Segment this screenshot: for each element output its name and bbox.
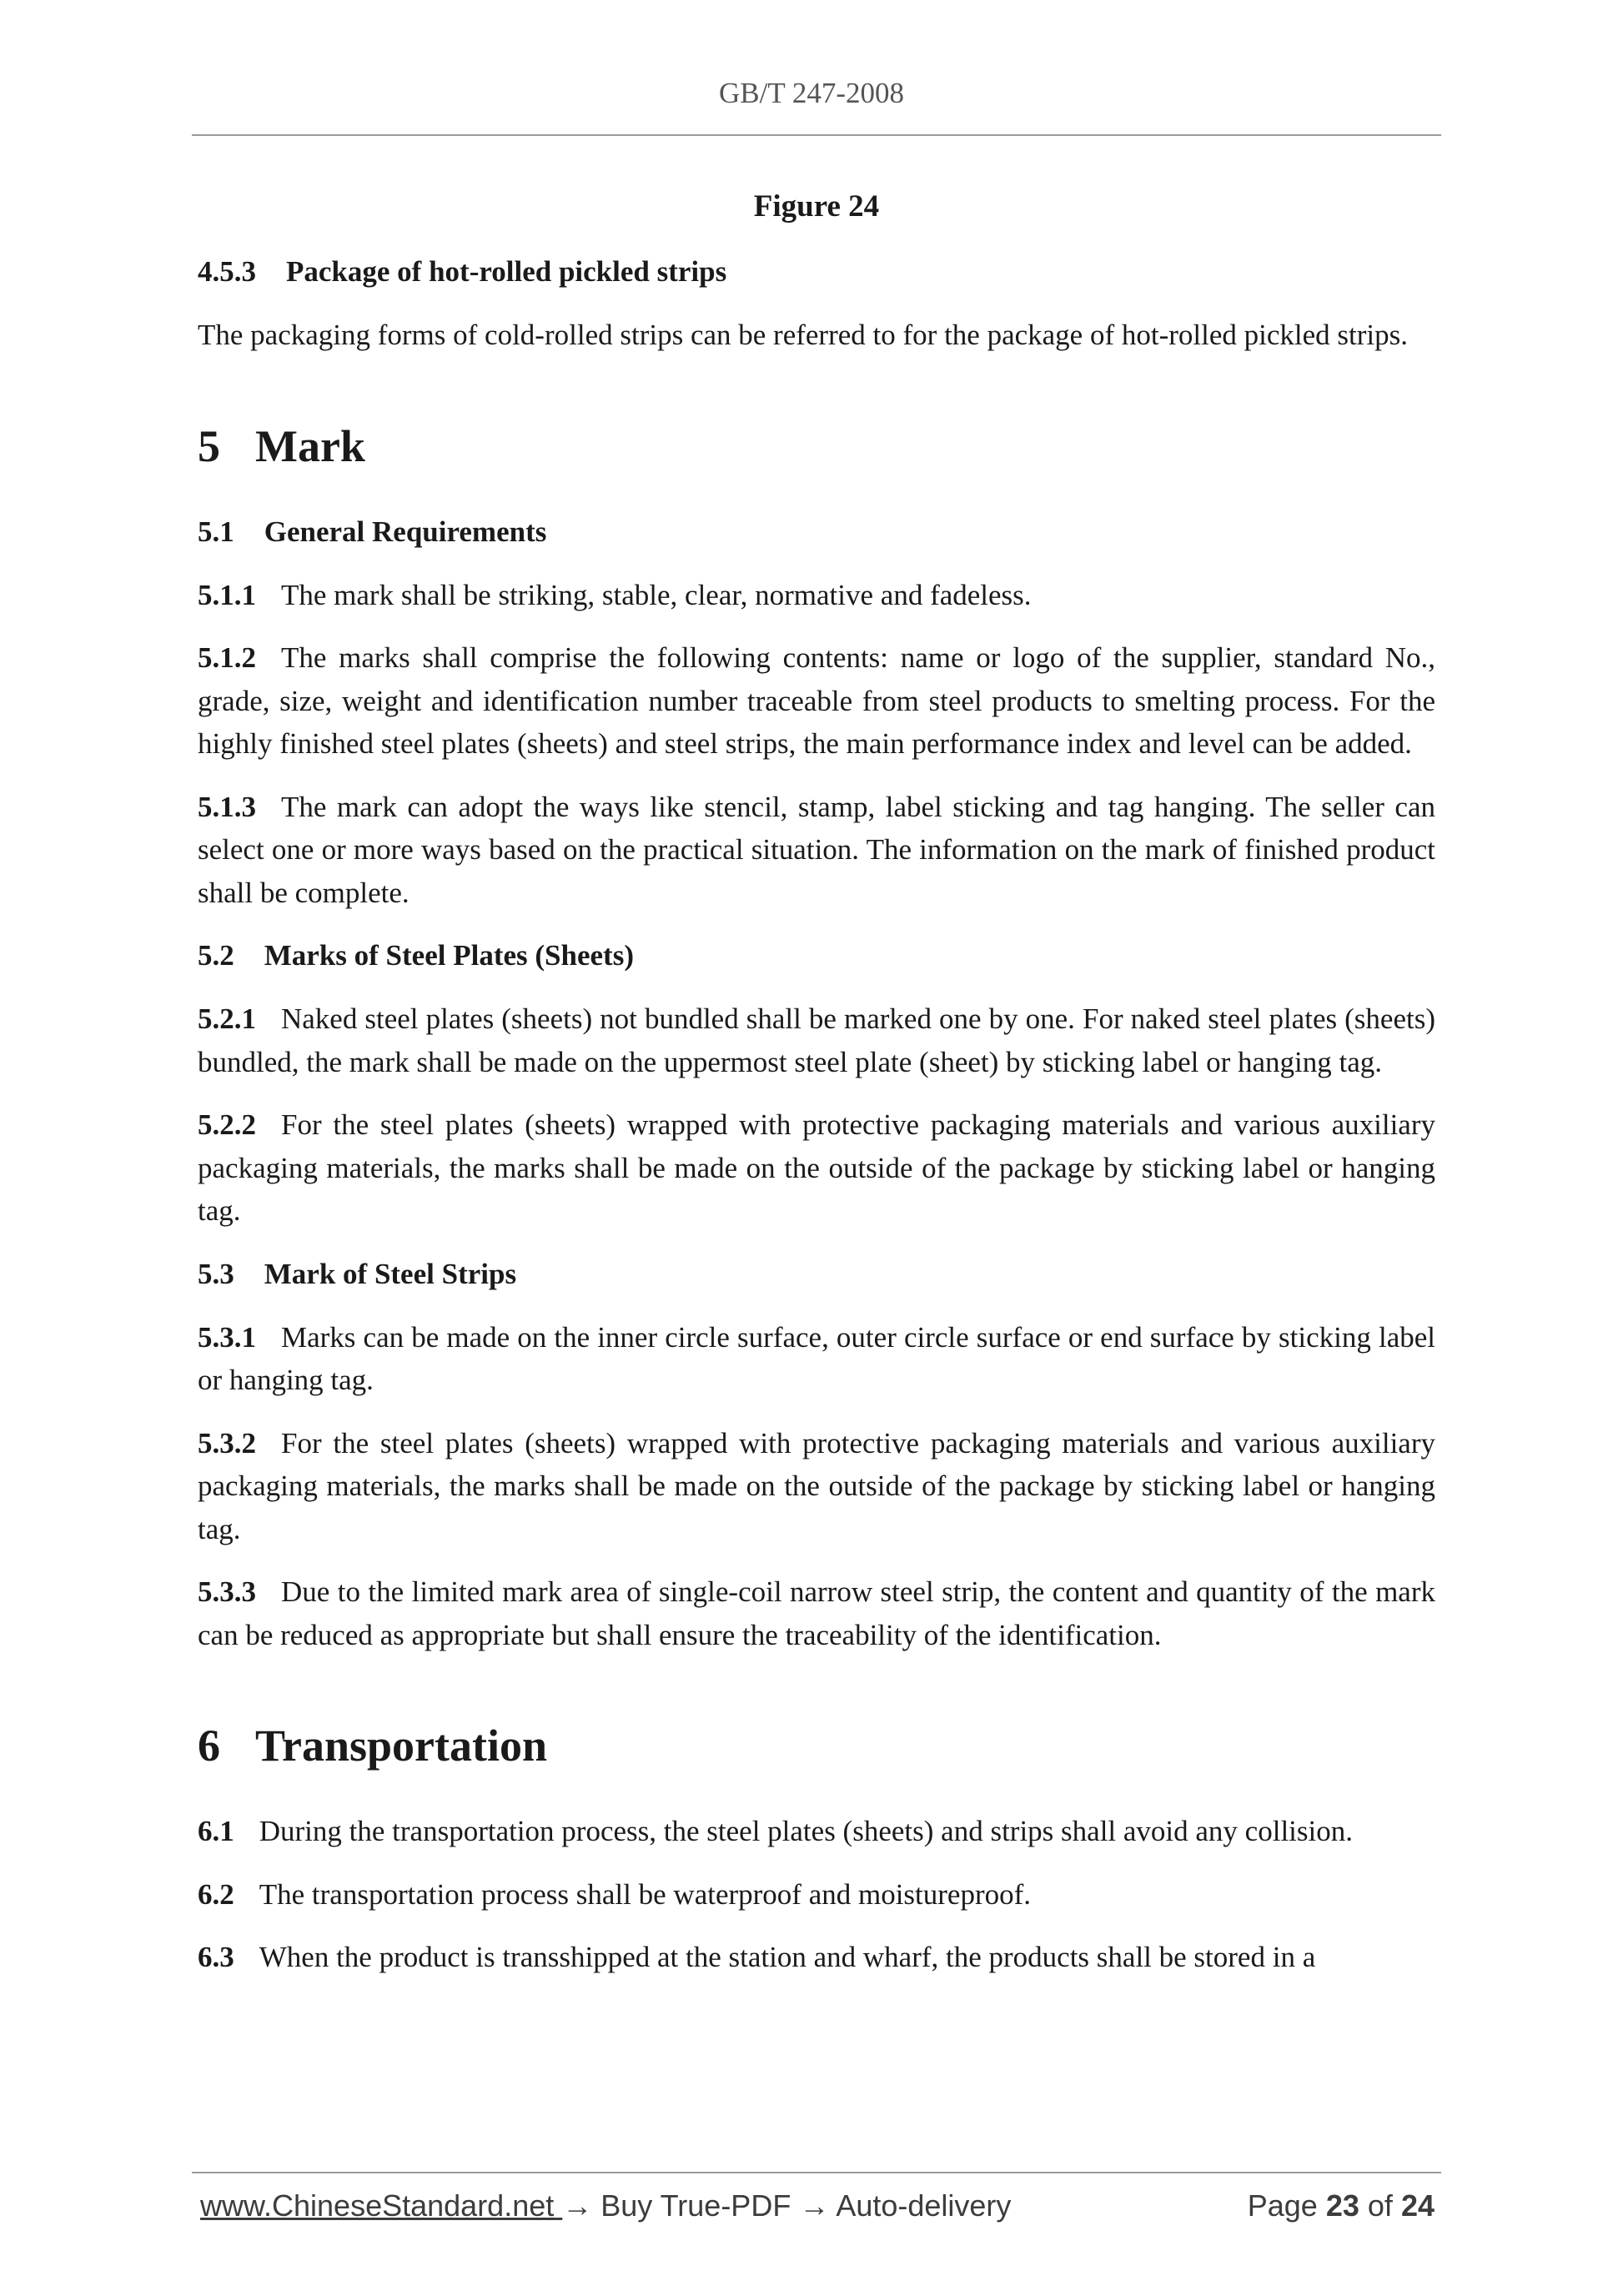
paragraph [198, 786, 1435, 915]
subsection-heading [198, 1253, 1435, 1296]
clause-number: 5.3.2 [198, 1426, 256, 1459]
page-number: 23 [1325, 2188, 1359, 2223]
chapter-number: 5 [198, 420, 220, 471]
clause-number: 5.1.2 [198, 641, 256, 674]
paragraph-text: The transportation process shall be waterproof and moistureproof. [259, 1877, 1032, 1911]
paragraph [198, 636, 1435, 766]
paragraph [198, 314, 1435, 357]
paragraph-text: For the steel plates (sheets) wrapped with protective packaging materials and various auxiliary packaging materials, the marks shall be made on the outside of the package by sticking label or hanging tag. [198, 1426, 1435, 1545]
paragraph [198, 1873, 1435, 1917]
footer-divider [192, 2172, 1441, 2173]
chapter-number: 6 [198, 1721, 220, 1771]
paragraph-text: When the product is transshipped at the station and wharf, the products shall be stored in a [259, 1941, 1316, 1973]
clause-number: 5.1.3 [198, 790, 256, 823]
page-body [198, 185, 1435, 1999]
paragraph-text: The mark can adopt the ways like stencil, stamp, label sticking and tag hanging. The seller can select one or more ways based on the practical situation. The information on the mark of finished product shall be complete. [198, 790, 1435, 909]
page-word: Page [1247, 2188, 1318, 2223]
paragraph-text: The packaging forms of cold-rolled strips can be referred to for the package of hot-rolled pickled strips. [198, 319, 1408, 351]
page-footer [200, 2188, 1435, 2238]
paragraph-text: Marks can be made on the inner circle surface, outer circle surface or end surface by sticking label or hanging tag. [198, 1320, 1435, 1396]
page-header-code: GB/T 247-2008 [719, 77, 904, 109]
clause-number: 5.1.1 [198, 578, 256, 611]
paragraph [198, 997, 1435, 1083]
section-title: General Requirements [264, 515, 547, 548]
paragraph [198, 1936, 1435, 1979]
section-title: Package of hot-rolled pickled strips [286, 255, 727, 288]
chapter-title: Transportation [255, 1721, 548, 1771]
auto-delivery-text: Auto-delivery [829, 2188, 1012, 2223]
header-divider [192, 134, 1441, 136]
paragraph-text: During the transportation process, the steel plates (sheets) and strips shall avoid any collision. [259, 1815, 1353, 1847]
clause-number: 6.3 [198, 1941, 234, 1973]
section-number: 5.2 [198, 939, 234, 972]
clause-number: 6.1 [198, 1815, 234, 1847]
section-title: Marks of Steel Plates (Sheets) [264, 939, 634, 972]
subsection-heading [198, 250, 1435, 294]
section-title: Mark of Steel Strips [264, 1257, 517, 1290]
chapter-heading [198, 1716, 1435, 1775]
buy-pdf-text: Buy True-PDF [592, 2188, 800, 2223]
section-number: 5.1 [198, 515, 234, 548]
footer-links [200, 2188, 1011, 2223]
clause-number: 5.2.2 [198, 1108, 256, 1141]
figure-caption: Figure 24 [753, 189, 880, 224]
section-number: 4.5.3 [198, 255, 256, 288]
paragraph-text: Due to the limited mark area of single-coil narrow steel strip, the content and quantity of the mark can be reduced as appropriate but shall ensure the traceability of the identification. [198, 1575, 1435, 1651]
clause-number: 5.3.3 [198, 1575, 256, 1608]
arrow-right-icon: → [562, 2188, 593, 2223]
clause-number: 6.2 [198, 1877, 234, 1911]
site-link[interactable]: www.ChineseStandard.net [200, 2188, 563, 2223]
subsection-heading [198, 510, 1435, 554]
paragraph [198, 574, 1435, 617]
clause-number: 5.3.1 [198, 1320, 256, 1354]
paragraph [198, 1103, 1435, 1233]
paragraph-text: The mark shall be striking, stable, clear, normative and fadeless. [281, 578, 1032, 611]
paragraph-text: For the steel plates (sheets) wrapped with protective packaging materials and various auxiliary packaging materials, the marks shall be made on the outside of the package by sticking label or hanging tag. [198, 1108, 1435, 1227]
paragraph [198, 1316, 1435, 1402]
section-number: 5.3 [198, 1257, 234, 1290]
paragraph [198, 1570, 1435, 1656]
page-total: 24 [1400, 2188, 1435, 2223]
chapter-title: Mark [255, 420, 365, 471]
paragraph-text: The marks shall comprise the following contents: name or logo of the supplier, standard No., grade, size, weight and identification number traceable from steel products to smelting process. For the highly finished steel plates (sheets) and steel strips, the main performance index and level can be added. [198, 641, 1435, 760]
chapter-heading [198, 417, 1435, 475]
paragraph [198, 1810, 1435, 1853]
page-counter [1248, 2188, 1435, 2223]
of-word: of [1367, 2188, 1393, 2223]
clause-number: 5.2.1 [198, 1002, 256, 1035]
subsection-heading [198, 934, 1435, 977]
paragraph [198, 1422, 1435, 1551]
paragraph-text: Naked steel plates (sheets) not bundled shall be marked one by one. For naked steel plates (sheets) bundled, the mark shall be made on the uppermost steel plate (sheet) by sticking label or hanging tag. [198, 1002, 1435, 1078]
arrow-right-icon: → [799, 2188, 830, 2223]
